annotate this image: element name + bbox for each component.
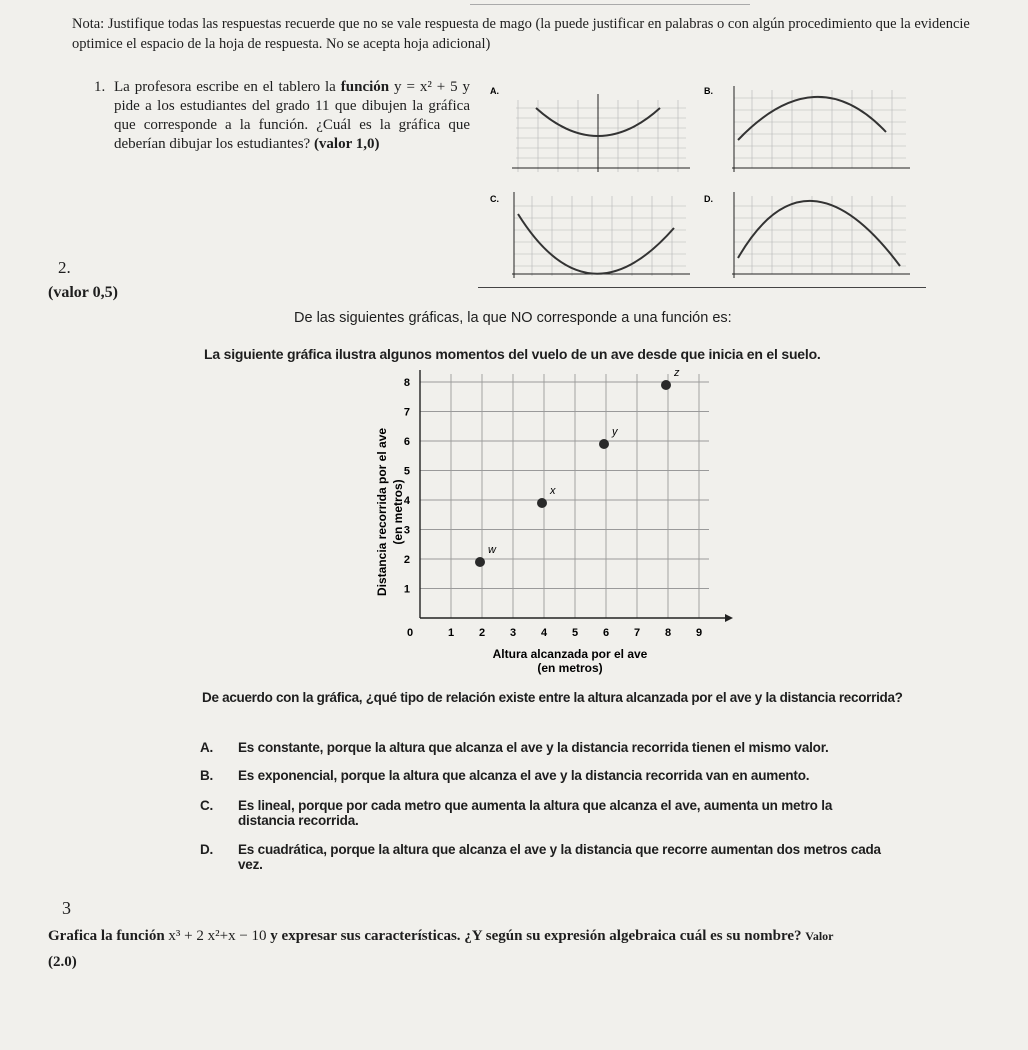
relation-question: De acuerdo con la gráfica, ¿qué tipo de relación existe entre la altura alcanzada por el ave y la distancia recorrida?	[202, 690, 903, 705]
graph-option-b-label: B.	[704, 86, 713, 96]
graph-option-d	[704, 192, 910, 278]
question-2-statement: De las siguientes gráficas, la que NO corresponde a una función es:	[294, 310, 732, 326]
x-tick-label: 9	[695, 627, 703, 639]
option-a-text: Es constante, porque la altura que alcanza el ave y la distancia recorrida tienen el mismo valor.	[238, 740, 829, 755]
question-1-valor: (valor 1,0)	[313, 136, 380, 152]
y-tick-label: 3	[403, 524, 410, 537]
question-1-text-a: La profesora escribe en el tablero la	[114, 79, 336, 95]
question-2-number: 2.	[58, 258, 71, 277]
x-tick-label: 5	[571, 627, 579, 639]
y-tick-label: 6	[403, 436, 410, 448]
question-3-number: 3	[62, 898, 71, 918]
point-z	[661, 380, 671, 390]
y-tick-label: 8	[403, 377, 410, 389]
x-axis-arrow	[725, 614, 733, 622]
question-3-text-b: y expresar sus características. ¿Y según su expresión algebraica cuál es su nombre?	[270, 928, 802, 944]
x-tick-label: 3	[509, 627, 517, 639]
point-label-y: y	[612, 426, 618, 438]
option-c-letter: C.	[200, 798, 214, 813]
point-label-z: z	[674, 370, 680, 379]
question-1-function: x² + 5	[419, 79, 458, 95]
x-axis-unit: (en metros)	[537, 661, 603, 675]
option-b-letter: B.	[200, 768, 214, 783]
question-3-function: x³ + 2 x²+x − 10	[168, 928, 267, 944]
option-a-letter: A.	[200, 740, 214, 755]
instructions-note: Nota: Justifique todas las respuestas recuerde que no se vale respuesta de mago (la puede justificar en palabras o con algún procedimiento que la evidencie optimice el espacio de la hoja de respuesta. No se acepta hoja adicional)	[72, 16, 970, 52]
x-tick-label: 7	[633, 627, 641, 639]
top-rule	[470, 4, 750, 5]
y-tick-label: 1	[403, 583, 410, 596]
x-axis-label: Altura alcanzada por el ave	[492, 647, 648, 661]
option-b-text: Es exponencial, porque la altura que alcanza el ave y la distancia recorrida van en aumento.	[238, 768, 810, 783]
y-tick-label: 2	[403, 554, 410, 566]
graph-option-c	[490, 192, 690, 278]
x-tick-label: 8	[664, 627, 672, 639]
option-c-text: Es lineal, porque por cada metro que aumenta la altura que alcanza el ave, aumenta un metro la distancia recorrida.	[238, 798, 833, 828]
bird-flight-intro: La siguiente gráfica ilustra algunos momentos del vuelo de un ave desde que inicia en el suelo.	[204, 346, 821, 362]
option-d-letter: D.	[200, 842, 214, 857]
point-label-w: w	[488, 544, 496, 556]
question-3-text-a: Grafica la función	[48, 928, 165, 944]
data-points	[475, 370, 680, 567]
question-3	[48, 928, 998, 945]
question-1	[94, 78, 471, 154]
graph-option-a	[490, 86, 690, 172]
point-label-x: x	[550, 485, 556, 497]
graph-option-c-label: C.	[490, 194, 499, 204]
x-tick-labels	[407, 627, 702, 639]
question-3-valor-b: (2.0)	[48, 954, 77, 970]
x-tick-label: 1	[447, 627, 455, 639]
question-1-text-b: y =	[394, 79, 415, 95]
y-axis-label: Distancia recorrida por el ave	[375, 427, 389, 597]
graph-option-a-label: A.	[490, 86, 499, 96]
x-tick-label: 0	[406, 627, 414, 639]
graph-option-d-label: D.	[704, 194, 713, 204]
question-1-text-c: y pide a los estudiantes del grado 11 que dibujen la gráfica que corresponde a la función. ¿Cuál es la gráfica que deberían dibujar los estudiantes?	[114, 79, 471, 152]
section-divider	[478, 287, 926, 288]
x-tick-label: 2	[478, 627, 486, 639]
question-1-bold-word: función	[340, 79, 390, 95]
question-3-valor-a: Valor	[805, 929, 834, 943]
point-w	[475, 557, 485, 567]
chart-grid	[420, 374, 709, 618]
y-axis-unit: (en metros)	[391, 479, 405, 545]
point-y	[599, 439, 609, 449]
option-d-text: Es cuadrática, porque la altura que alcanza el ave y la distancia que recorre aumentan dos metros cada vez.	[238, 842, 881, 872]
y-tick-label: 7	[403, 406, 410, 419]
y-tick-label: 5	[403, 465, 410, 478]
bird-flight-chart	[370, 370, 740, 675]
question-1-graph-options	[476, 80, 926, 290]
graph-option-b	[704, 86, 910, 172]
x-tick-label: 4	[540, 627, 548, 639]
question-1-number: 1.	[94, 79, 106, 95]
point-x	[537, 498, 547, 508]
y-tick-label: 4	[403, 495, 410, 507]
question-2-valor: (valor 0,5)	[48, 284, 118, 301]
x-tick-label: 6	[602, 627, 610, 639]
